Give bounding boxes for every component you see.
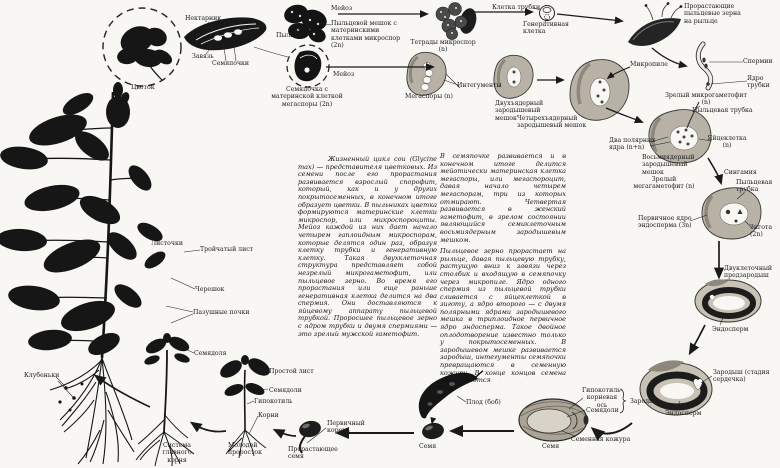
microgametophyte-art (698, 44, 711, 88)
label-seed-2: Семя (419, 443, 437, 450)
caption-column-2 (440, 153, 566, 389)
label-ovules: Семяпочки (212, 60, 250, 67)
label-four-nucleate-sac: Четырехъядерный зародышевый мешок (517, 115, 587, 130)
label-embryo: Зародыш (630, 398, 660, 405)
caption-paragraph: В семяпочке развивается и в конечном итоге делится мейотически материнская клетка мегаспоры, или мегаспороцит, давая начало четырем мегаспорам, три из которых отмирают. Четвертая развивается в женский гаметофит, в зрелом состоянии являющийся семиклеточным восьмиядерным зародышевым мешком. (440, 152, 566, 244)
label-endosperm-nucleus: Первичное ядро эндосперма (3n) (638, 215, 692, 230)
caption-paragraph: Жизненный цикл сои (Glycine max) — представителя цветковых. Из семени после его прорастания развивается взрослый спорофит, который, как и у других покрытосеменных, в конечном итоге образует цветки. В пыльниках цветка формируются материнские клетки микроспор, или микроспороциты. Мейоз каждой из них дает начало четырем гаплоидным микроспорам, которые делятся один раз, образуя клетку трубки и генеративную клетку. Такая двухклеточная структура представляет собой незрелый микрогаметофит, или пыльцевое зерно. Во время его прорастания или еще раньше генеративная клетка делится на два спермия. Они доставляются к яйцевому аппарату пыльцевой трубкой. Проросшее пыльцевое зерно с ядром трубки и двумя спермиями — это зрелый мужской гаметофит. (298, 155, 437, 338)
label-anther: Пыльник (276, 32, 306, 39)
label-seed-1: Семя (542, 443, 560, 450)
soybean-plant-art (0, 82, 168, 464)
label-mature-megagametophyte: Зрелый мегагаметофит (n) (633, 176, 695, 191)
label-germinating-seed: Прорастающее семя (288, 446, 338, 461)
label-axillary-buds: Пазушные почки (193, 309, 250, 316)
label-seed-coat: Семенная кожура (571, 436, 631, 443)
label-cotyledons-seedling: Семядоли (269, 387, 302, 394)
label-tube-nucleus: Ядро трубки (747, 75, 770, 90)
flower-art (103, 8, 181, 86)
label-two-polar-nuclei: Два полярных ядра (n+n) (609, 137, 656, 152)
label-tetrads: Тетрады микроспор (n) (410, 39, 476, 54)
label-ovule-mother-cell: Семяпочка с материнской клеткой мегаспоры (2n) (271, 86, 343, 108)
label-pollen-tube-top: Пыльцевая трубка (692, 107, 753, 114)
label-leaflets: Листочки (151, 240, 183, 247)
proembryo-seed-art (695, 279, 761, 322)
two-nucleate-sac-art (494, 55, 533, 98)
four-nucleate-sac-art (570, 60, 629, 121)
label-eight-nucleate-sac: Восьмиядерный зародышевый мешок (642, 154, 695, 176)
label-hypocotyl-root-axis: Гипокотиль-корневая ось (582, 387, 623, 409)
mature-seed-art (519, 399, 589, 441)
label-sperms: Спермии (743, 58, 773, 65)
label-generative-cell: Генеративная клетка (523, 21, 569, 36)
seed-art (421, 421, 445, 441)
flower-section-art (184, 17, 266, 50)
label-micropyle: Микропиле (630, 61, 668, 68)
label-nectary: Нектарник (185, 15, 222, 22)
label-petiole: Черешок (195, 286, 225, 293)
label-zygote: Зигота (2n) (750, 224, 773, 239)
label-embryo-heart-stage: Зародыш (стадия сердечка) (713, 369, 770, 384)
label-syngamy: Сингамия (724, 169, 757, 176)
label-meiosis-2: Мейоз (333, 71, 355, 78)
label-cotyledon: Семядоля (194, 350, 227, 357)
ovule-art (287, 45, 329, 87)
caption-paragraph: Пыльцевое зерно прорастает на рыльце, давая пыльцевую трубку, растущую вниз к завязи через столбик и входящую в семяпочку через микропиле. Ядро одного спермия из пыльцевой трубки сливается с яйцеклеткой в зиготу, а ядро второго — с двумя полярными ядрами зародышевого мешка в триплоидное первичное ядро эндосперма. Такое двойное оплодотворение известно только у покрытосеменных. В зародышевом мешке развивается зародыш, интегументы семяпочки превращаются в семенную кожуру. В конце концов семена рассеиваются (440, 247, 566, 385)
tetrads-art (436, 3, 479, 40)
label-flower: Цветок (131, 84, 155, 91)
label-roots: Корни (258, 412, 279, 419)
label-integuments: Интегументы (457, 82, 502, 89)
label-pollen-tube-bottom: Пыльцевая трубка (736, 179, 773, 194)
label-endosperm-2: Эндосперм (665, 410, 702, 417)
label-trifoliate-leaf: Тройчатый лист (200, 246, 254, 253)
label-cotyledons-seed: Семядоли (586, 407, 619, 414)
label-germinating-grains: Прорастающие пыльцевые зерна на рыльце (684, 3, 741, 25)
label-megaspores: Мегаспоры (n) (405, 93, 453, 100)
label-endosperm-1: Эндосперм (712, 326, 749, 333)
heart-stage-seed-art (640, 360, 712, 415)
label-egg-cell: Яйцеклетка (n) (707, 135, 747, 150)
label-primary-root: Первичный корень (327, 420, 365, 435)
label-main-root-system: Система главного корня (162, 442, 192, 464)
label-nodules: Клубеньки (24, 372, 60, 379)
label-meiosis-1: Мейоз (331, 5, 353, 12)
label-proembryo: Двуклеточный предзародыш (724, 265, 773, 280)
label-ovary: Завязь (192, 53, 214, 60)
megaspores-art (407, 52, 446, 95)
label-hypocotyl: Гипокотиль (254, 398, 293, 405)
label-simple-leaf: Простой лист (269, 368, 314, 375)
label-pod: Плод (боб) (466, 399, 501, 406)
tube-cell-icon (540, 6, 555, 21)
label-two-nucleate-sac: Двухъядерный зародышевый мешок (495, 100, 544, 122)
caption-column-1 (298, 156, 437, 342)
label-tube-cell: Клетка трубки (492, 4, 541, 11)
label-pollen-sac: Пыльцевой мешок с материнскими клетками микроспор (2n) (331, 20, 401, 49)
label-mature-microgametophyte: Зрелый микрогаметофит (n) (665, 92, 747, 107)
label-young-seedling: Молодой проросток (228, 442, 262, 457)
stigma-art (628, 2, 682, 46)
